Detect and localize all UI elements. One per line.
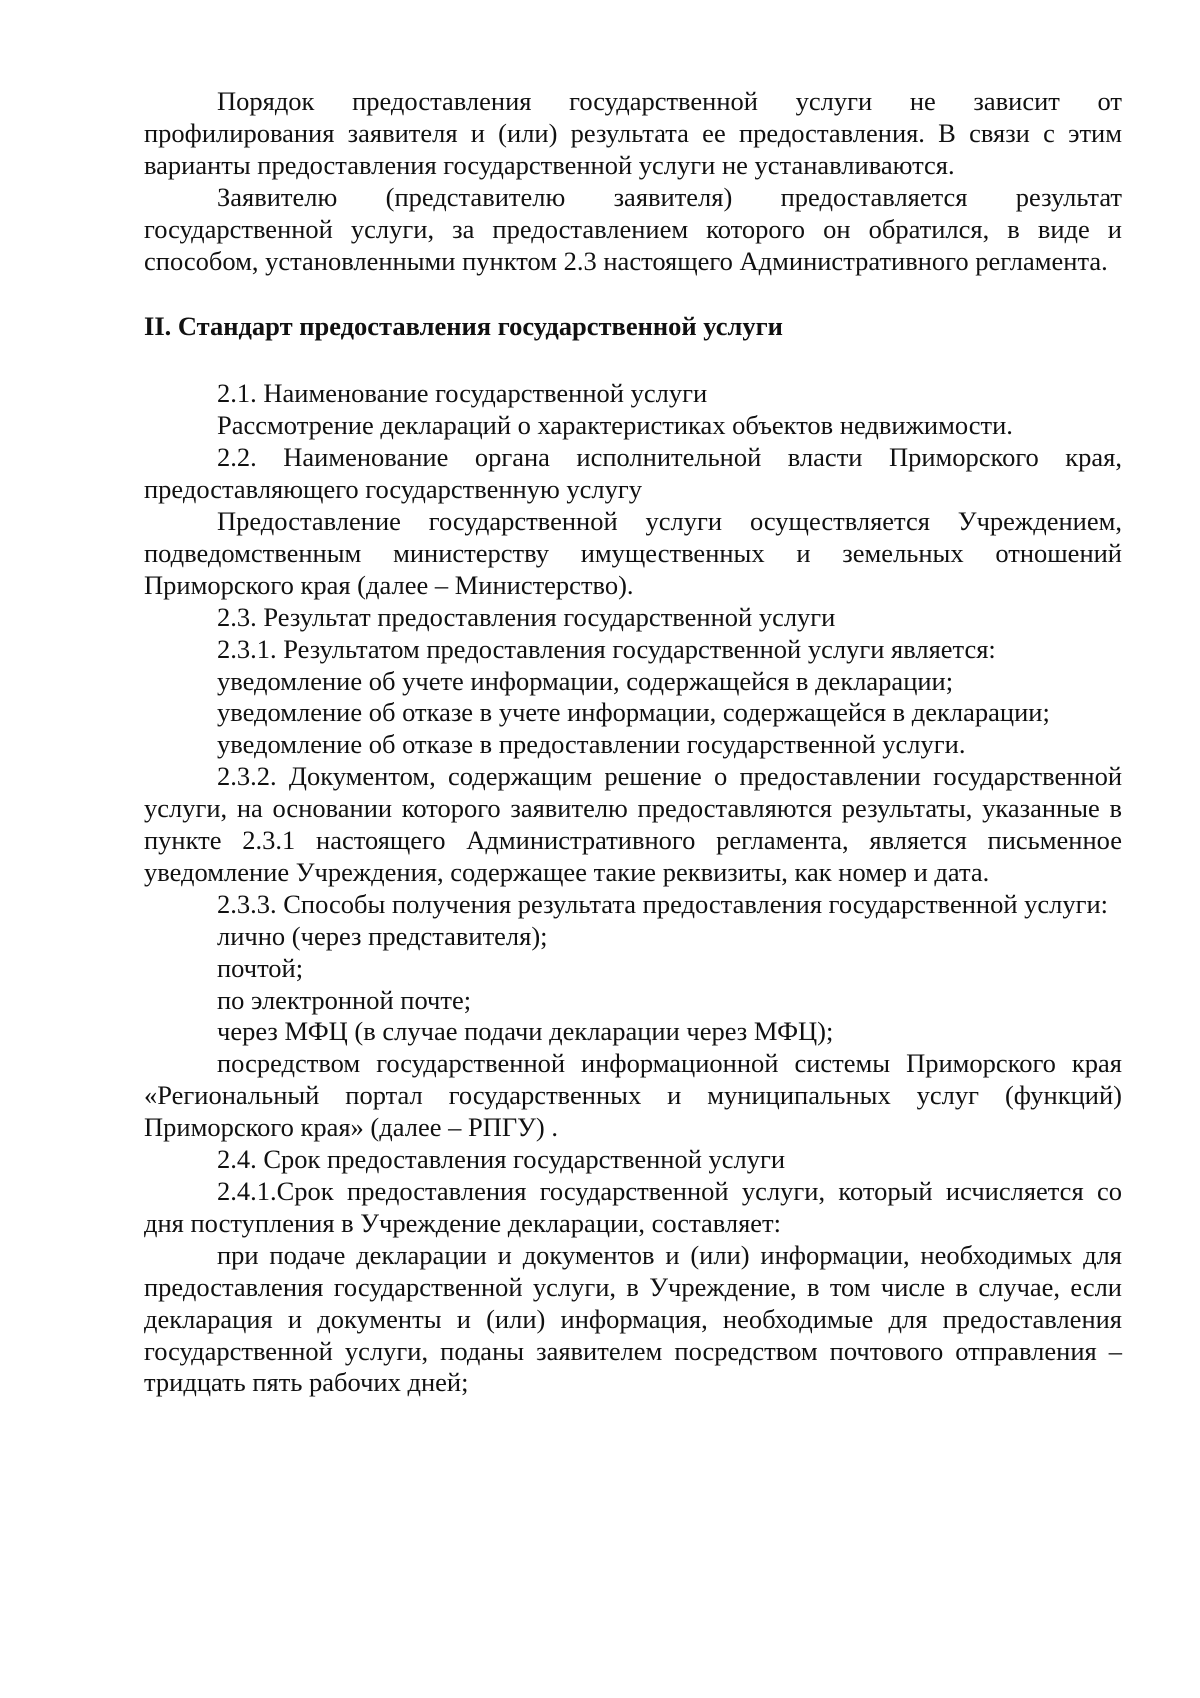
section-title: II. Стандарт предоставления государственной услуги — [144, 311, 783, 342]
paragraph-2-1-text: Рассмотрение деклараций о характеристиках объектов недвижимости. — [217, 410, 1013, 441]
list-item: через МФЦ (в случае подачи декларации через МФЦ); — [217, 1016, 834, 1047]
paragraph-2-3-3: 2.3.3. Способы получения результата предоставления государственной услуги: — [217, 888, 1109, 919]
list-item: по электронной почте; — [217, 984, 472, 1015]
list-item: лично (через представителя); — [217, 920, 548, 951]
paragraph-2-1-title: 2.1. Наименование государственной услуги — [217, 378, 708, 409]
intro-paragraph-2: Заявителю (представителю заявителя) предоставляется результат государственной услуги, за предоставлением которого он обратился, в виде и способом, установленными пунктом 2.3 настоящего Административного регламента. — [144, 181, 1122, 276]
list-item: почтой; — [217, 952, 304, 983]
document-page — [144, 86, 1122, 1399]
list-item: уведомление об учете информации, содержащейся в декларации; — [217, 665, 954, 696]
paragraph-2-4-title: 2.4. Срок предоставления государственной услуги — [217, 1144, 786, 1175]
paragraph-2-3-title: 2.3. Результат предоставления государственной услуги — [217, 601, 836, 632]
intro-paragraph-1: Порядок предоставления государственной услуги не зависит от профилирования заявителя и (или) результата ее предоставления. В связи с этим варианты предоставления государственной услуги не устанавливаются. — [144, 86, 1122, 180]
paragraph-2-2-title: 2.2. Наименование органа исполнительной власти Приморского края, предоставляющего государственную услугу — [144, 442, 1122, 505]
paragraph-2-4-1: 2.4.1.Срок предоставления государственной услуги, который исчисляется со дня поступления в Учреждение декларации, составляет: — [144, 1176, 1122, 1238]
paragraph-2-2-text: Предоставление государственной услуги осуществляется Учреждением, подведомственным министерству имущественных и земельных отношений Приморского края (далее – Министерство). — [144, 505, 1122, 600]
list-item: уведомление об отказе в учете информации, содержащейся в декларации; — [217, 697, 1050, 728]
paragraph-2-4-1-text: при подаче декларации и документов и (или) информации, необходимых для предоставления государственной услуги, в Учреждение, в том числе в случае, если декларация и документы и (или) информация, необходимые для предоставления государственной услуги, поданы заявителем посредством почтового отправления – тридцать пять рабочих дней; — [144, 1239, 1122, 1398]
list-item: уведомление об отказе в предоставлении государственной услуги. — [217, 729, 966, 760]
list-item: посредством государственной информационной системы Приморского края «Региональный портал государственных и муниципальных услуг (функций) Приморского края» (далее – РПГУ) . — [144, 1048, 1122, 1143]
paragraph-2-3-2: 2.3.2. Документом, содержащим решение о предоставлении государственной услуги, на основании которого заявителю предоставляются результаты, указанные в пункте 2.3.1 настоящего Административного регламента, является письменное уведомление Учреждения, содержащее такие реквизиты, как номер и дата. — [144, 761, 1122, 887]
paragraph-2-3-1: 2.3.1. Результатом предоставления государственной услуги является: — [217, 633, 996, 664]
